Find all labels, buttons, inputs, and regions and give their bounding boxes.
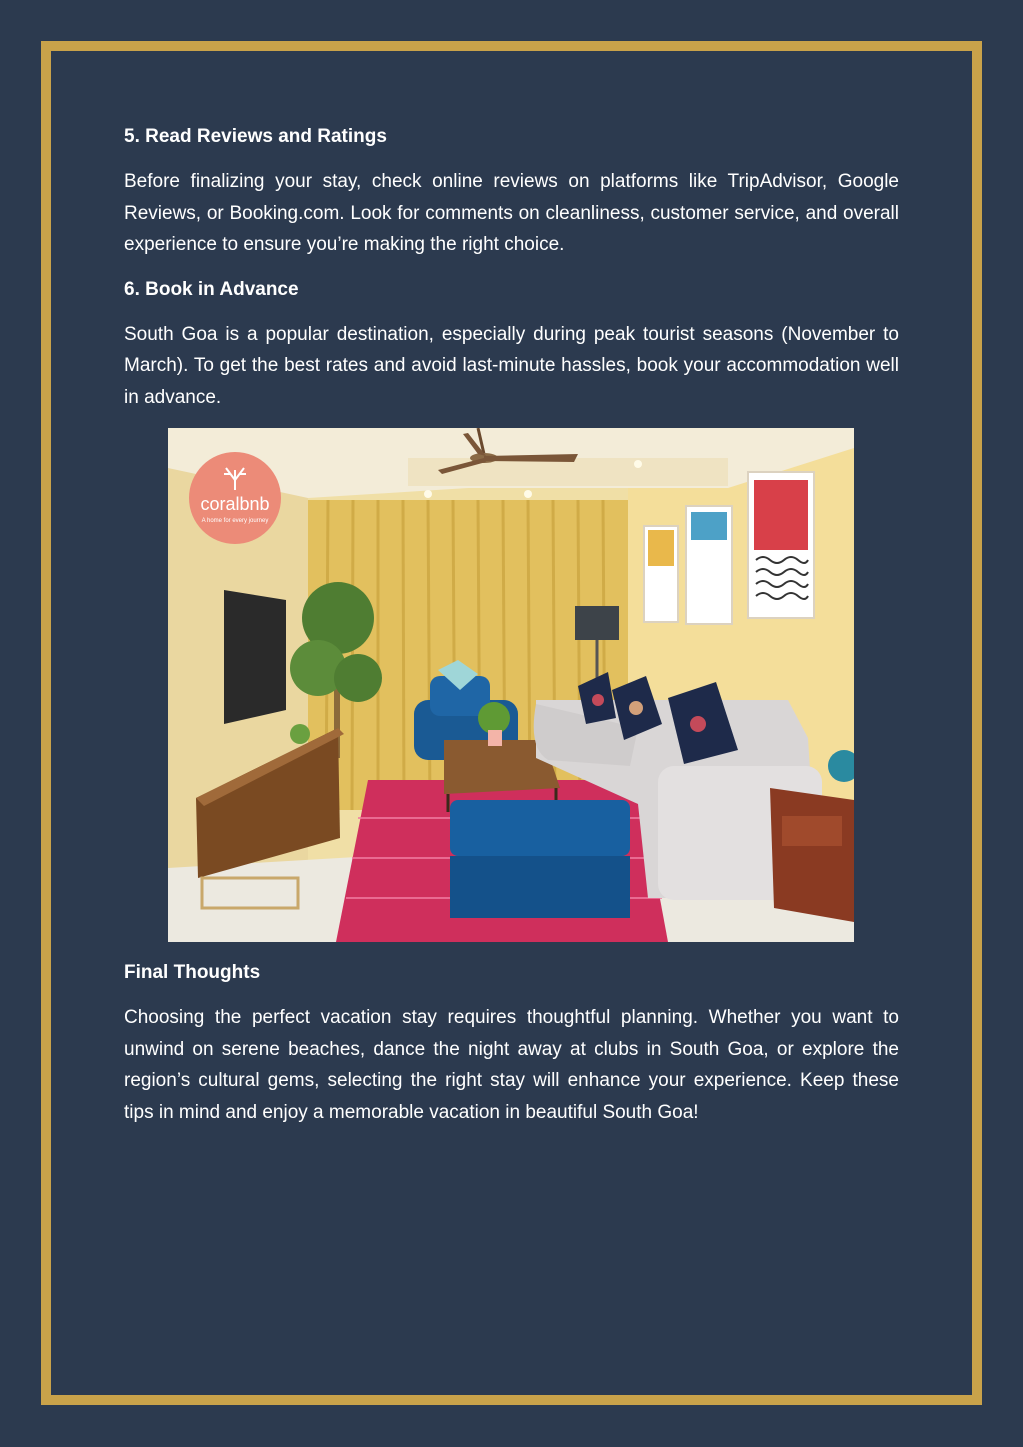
logo-wordmark: coralbnb [200,494,270,514]
living-room-photo [168,428,854,942]
section-heading-book-advance: 6. Book in Advance [124,278,299,300]
section-body-book-advance: South Goa is a popular destination, especially during peak tourist seasons (November to March). To get the best rates and avoid last-minute hassles, book your accommodation well in advance. [124,323,899,408]
logo-tagline: A home for every journey [201,518,269,524]
section-heading-reviews: 5. Read Reviews and Ratings [124,126,387,147]
section-body-reviews: Before finalizing your stay, check online reviews on platforms like TripAdvisor, Google Reviews, or Booking.com. Look for comments on cleanliness, customer service, and overall experience to ensure you’re making the right choice. [124,171,899,255]
article-content [124,122,899,1128]
section-body-final-thoughts: Choosing the perfect vacation stay requires thoughtful planning. Whether you want to unwind on serene beaches, dance the night away at clubs in South Goa, or explore the region’s cultural gems, selecting the right stay will enhance your experience. Keep these tips in mind and enjoy a memorable vacation in beautiful South Goa! [124,1007,899,1123]
section-heading-final-thoughts: Final Thoughts [124,962,261,983]
coralbnb-logo [189,452,281,544]
